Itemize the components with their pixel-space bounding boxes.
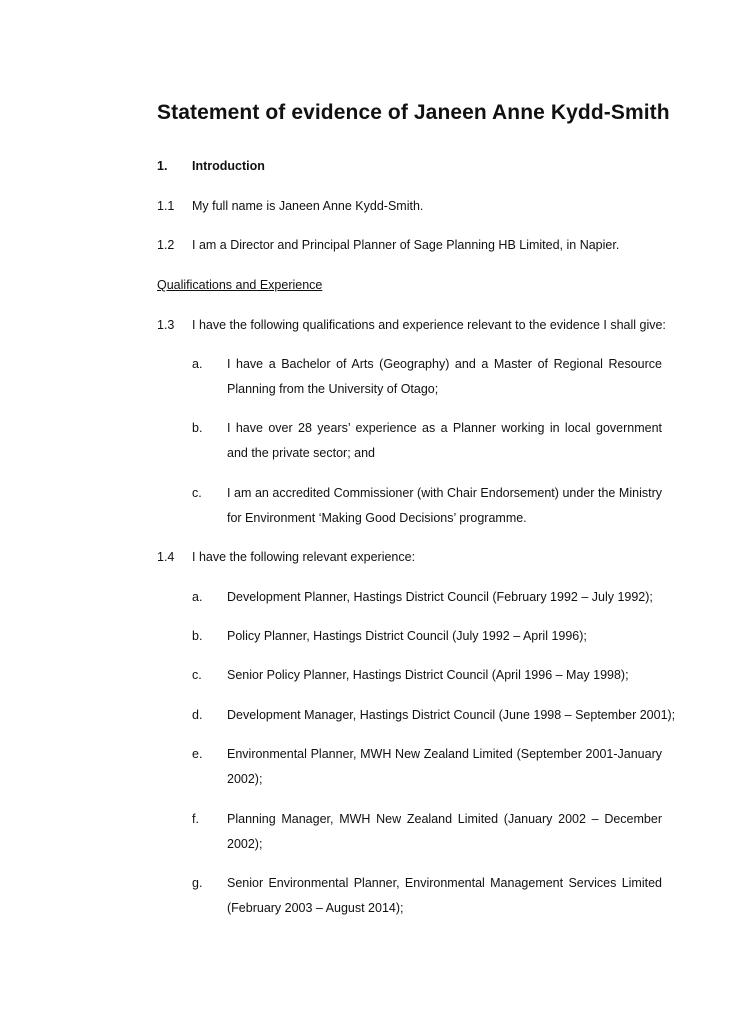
section-title: Introduction — [192, 159, 265, 173]
list-item-letter: e. — [192, 747, 203, 761]
list-item-text: Policy Planner, Hastings District Council (July 1992 – April 1996); — [227, 629, 587, 643]
list-item-text: Development Planner, Hastings District Council (February 1992 – July 1992); — [227, 590, 653, 604]
list-item-letter: a. — [192, 590, 203, 604]
paragraph-number: 1.2 — [157, 238, 175, 252]
list-item-letter: c. — [192, 486, 202, 500]
list-item-text: Development Manager, Hastings District Council (June 1998 – September 2001); — [227, 708, 676, 722]
list-item-letter: a. — [192, 357, 203, 371]
list-item-text: I have over 28 years’ experience as a Planner working in local government and the private sector; and — [227, 421, 662, 460]
list-item-letter: d. — [192, 708, 203, 722]
list-item-text: I have a Bachelor of Arts (Geography) and a Master of Regional Resource Planning from the University of Otago; — [227, 357, 662, 396]
list-item-text: Environmental Planner, MWH New Zealand Limited (September 2001-January 2002); — [227, 747, 662, 786]
list-item-text: I am an accredited Commissioner (with Chair Endorsement) under the Ministry for Environment ‘Making Good Decisions’ programme. — [227, 486, 662, 525]
list-item-letter: b. — [192, 629, 203, 643]
list-item-letter: b. — [192, 421, 203, 435]
paragraph-text: I have the following qualifications and experience relevant to the evidence I shall give: — [192, 318, 666, 332]
list-item-text: Senior Policy Planner, Hastings District Council (April 1996 – May 1998); — [227, 668, 629, 682]
paragraph-number: 1.1 — [157, 199, 175, 213]
list-item-letter: g. — [192, 876, 203, 890]
section-number: 1. — [157, 159, 168, 173]
list-item-letter: c. — [192, 668, 202, 682]
list-item-text: Planning Manager, MWH New Zealand Limited (January 2002 – December 2002); — [227, 812, 662, 851]
list-item-text: Senior Environmental Planner, Environmental Management Services Limited (February 2003 – August 2014); — [227, 876, 662, 915]
list-item-letter: f. — [192, 812, 199, 826]
subheading: Qualifications and Experience — [157, 278, 323, 292]
document-title: Statement of evidence of Janeen Anne Kydd-Smith — [157, 101, 670, 124]
paragraph-text: My full name is Janeen Anne Kydd-Smith. — [192, 199, 424, 213]
paragraph-number: 1.4 — [157, 550, 175, 564]
paragraph-text: I have the following relevant experience: — [192, 550, 416, 564]
paragraph-number: 1.3 — [157, 318, 175, 332]
paragraph-text: I am a Director and Principal Planner of Sage Planning HB Limited, in Napier. — [192, 238, 620, 252]
